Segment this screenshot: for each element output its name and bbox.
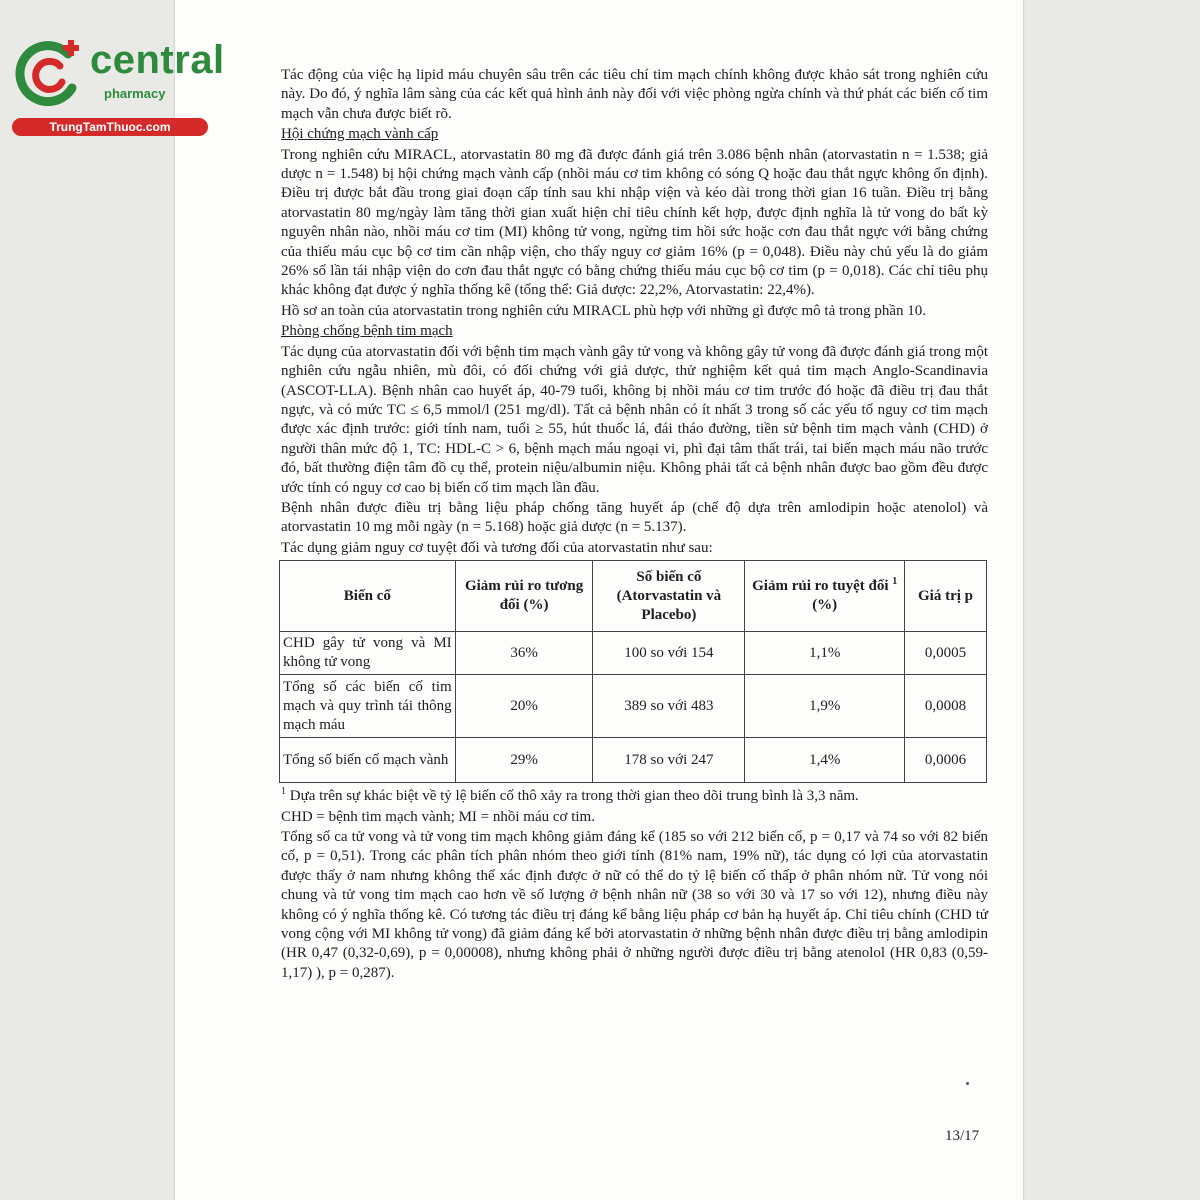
paragraph-treatment: Bệnh nhân được điều trị bằng liệu pháp chống tăng huyết áp (chế độ dựa trên amlodipin hoặc atenolol) và atorvastatin 10 mg mỗi ngày (n = 5.168) hoặc giả dược (n = 5.137). <box>281 499 988 536</box>
table-row <box>280 738 987 783</box>
risk-reduction-table <box>279 560 987 783</box>
cell-p-value: 0,0008 <box>905 675 987 738</box>
cell-event: Tổng số biến cố mạch vành <box>280 738 456 783</box>
document-content <box>281 66 988 984</box>
cell-absolute-risk: 1,1% <box>745 632 905 675</box>
paragraph-ascot: Tác dụng của atorvastatin đối với bệnh tim mạch vành gây tử vong và không gây tử vong đã được đánh giá trong một nghiên cứu ngẫu nhiên, mù đôi, có đối chứng với giả dược, thử nghiệm kết quả tim mạch Anglo-Scandinavia (ASCOT-LLA). Bệnh nhân cao huyết áp, 40-79 tuổi, không bị nhồi máu cơ tim trước đó hoặc đã điều trị đau thắt ngực, và có mức TC ≤ 6,5 mmol/l (251 mg/dl). Tất cả bệnh nhân có ít nhất 3 trong số các yếu tố nguy cơ tim mạch được xác định trước: giới tính nam, tuổi ≥ 55, hút thuốc lá, đái tháo đường, tiền sử bệnh tim mạch vành (CHD) ở người thân mức độ 1, TC: HDL-C > 6, bệnh mạch máu ngoại vi, phì đại tâm thất trái, tai biến mạch máu não trước đó, bất thường điện tâm đồ cụ thể, protein niệu/albumin niệu. Không phải tất cả bệnh nhân được bao gồm đều được ước tính có nguy cơ cao bị biến cố tim mạch lần đầu. <box>281 343 988 496</box>
section-heading-acs: Hội chứng mạch vành cấp <box>281 126 439 143</box>
header-absolute-risk: Giảm rủi ro tuyệt đối $^1$ (%) <box>745 561 905 632</box>
cell-p-value: 0,0006 <box>905 738 987 783</box>
cell-p-value: 0,0005 <box>905 632 987 675</box>
table-row <box>280 632 987 675</box>
paragraph-table-intro: Tác dụng giảm nguy cơ tuyệt đối và tương đối của atorvastatin như sau: <box>281 539 713 556</box>
header-event-count: Số biến cố (Atorvastatin và Placebo) <box>593 561 745 632</box>
scan-mark <box>966 1082 969 1085</box>
table-header-row <box>280 561 987 632</box>
cell-event-count: 178 so với 247 <box>593 738 745 783</box>
cell-absolute-risk: 1,9% <box>745 675 905 738</box>
logo-website: TrungTamThuoc.com <box>12 118 208 136</box>
paragraph-miracl: Trong nghiên cứu MIRACL, atorvastatin 80 mg đã được đánh giá trên 3.086 bệnh nhân (atorvastatin n = 1.538; giả dược n = 1.548) bị hội chứng mạch vành cấp (nhồi máu cơ tim không có sóng Q hoặc đau thắt ngực không ổn định). Điều trị được bắt đầu trong giai đoạn cấp tính sau khi nhập viện và kéo dài trong thời gian 16 tuần. Điều trị bằng atorvastatin 80 mg/ngày làm tăng thời gian xuất hiện chỉ tiêu chính kết hợp, được định nghĩa là tử vong do bất kỳ nguyên nhân nào, nhồi máu cơ tim (MI) không tử vong, ngừng tim hồi sức hoặc cơn đau thắt ngực với bằng chứng của thiếu máu cục bộ cơ tim cần nhập viện, cho thấy nguy cơ giảm 16% (p = 0,048). Điều này chủ yếu là do giảm 26% số lần tái nhập viện do cơn đau thắt ngực có bằng chứng thiếu máu cục bộ cơ tim (p = 0,018). Các chỉ tiêu phụ khác không đạt được ý nghĩa thống kê (tổng thể: Giả dược: 22,2%, Atorvastatin: 22,4%). <box>281 146 988 299</box>
cell-relative-risk: 29% <box>455 738 593 783</box>
page-number: 13/17 <box>945 1128 980 1144</box>
paragraph-safety: Hồ sơ an toàn của atorvastatin trong nghiên cứu MIRACL phù hợp với những gì được mô tả trong phần 10. <box>281 302 927 319</box>
cell-event: Tổng số các biến cố tim mạch và quy trình tái thông mạch máu <box>280 675 456 738</box>
central-pharmacy-logo[interactable] <box>10 36 225 136</box>
header-p-value: Giá trị p <box>905 561 987 632</box>
cell-event: CHD gây tử vong và MI không tử vong <box>280 632 456 675</box>
cell-event-count: 100 so với 154 <box>593 632 745 675</box>
table-footnote: $^1$ Dựa trên sự khác biệt về tỷ lệ biến cố thô xảy ra trong thời gian theo dõi trung bình là 3,3 năm. <box>281 786 859 805</box>
paragraph-mortality: Tổng số ca tử vong và tử vong tim mạch không giảm đáng kể (185 so với 212 biến cố, p = 0,17 và 74 so với 82 biến cố, p = 0,51). Trong các phân tích phân nhóm theo giới tính (81% nam, 19% nữ), tác dụng có lợi của atorvastatin được thấy ở nam nhưng không thể xác định được ở nữ có thể do tỷ lệ biến cố thấp ở phân nhóm nữ. Tử vong nói chung và tử vong tim mạch cao hơn về số lượng ở bệnh nhân nữ (38 so với 30 và 17 so với 12), nhưng điều này không có ý nghĩa thống kê. Có tương tác điều trị đáng kể bằng liệu pháp cơ bản hạ huyết áp. Chỉ tiêu chính (CHD tử vong cộng với MI không tử vong) đã giảm đáng kể bởi atorvastatin ở những bệnh nhân được điều trị bằng amlodipin (HR 0,47 (0,32-0,69), p = 0,00008), nhưng không phải ở những người được điều trị bằng atenolol (HR 0,83 (0,59-1,17) ), p = 0,287). <box>281 828 988 981</box>
cell-absolute-risk: 1,4% <box>745 738 905 783</box>
pharmacy-logo-icon <box>10 36 90 116</box>
logo-subtitle: pharmacy <box>104 86 166 101</box>
logo-brand: central <box>90 38 225 82</box>
header-event: Biến cố <box>280 561 456 632</box>
cell-relative-risk: 36% <box>455 632 593 675</box>
abbreviations: CHD = bệnh tim mạch vành; MI = nhồi máu cơ tim. <box>281 808 595 825</box>
table-row <box>280 675 987 738</box>
cell-event-count: 389 so với 483 <box>593 675 745 738</box>
header-relative-risk: Giảm rủi ro tương đối (%) <box>455 561 593 632</box>
paragraph-intro: Tác động của việc hạ lipid máu chuyên sâu trên các tiêu chí tim mạch chính không được khảo sát trong nghiên cứu này. Do đó, ý nghĩa lâm sàng của các kết quả hình ảnh này đối với việc phòng ngừa chính và thứ phát các biến cố tim mạch vẫn chưa được biết rõ. <box>281 67 988 122</box>
cell-relative-risk: 20% <box>455 675 593 738</box>
section-heading-prevention: Phòng chống bệnh tim mạch <box>281 323 453 340</box>
